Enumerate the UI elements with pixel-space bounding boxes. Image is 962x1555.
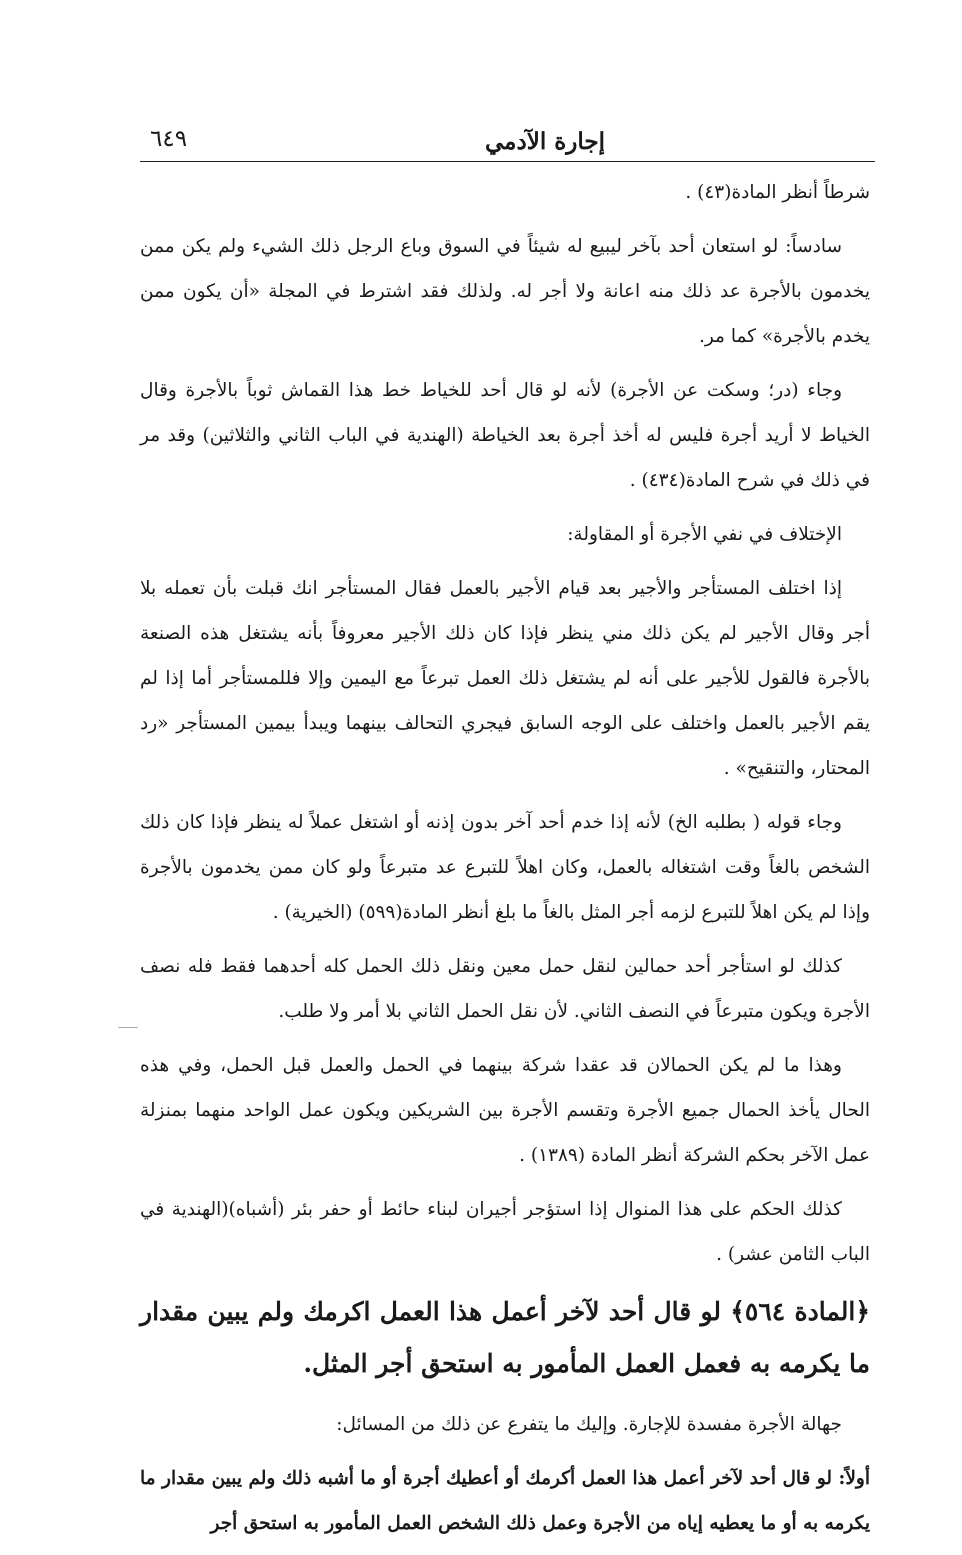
page-header xyxy=(140,120,875,160)
paragraph: جهالة الأجرة مفسدة للإجارة. وإليك ما يتفرع عن ذلك من المسائل: xyxy=(336,1414,842,1435)
running-title: إجارة الآدمي xyxy=(484,128,605,155)
paragraph: كذلك لو استأجر أحد حمالين لنقل حمل معين ونقل ذلك الحمل كله أحدهما فقط فله نصف الأجرة ويكون متبرعاً في النصف الثاني. لأن نقل الحمل الثاني بلا أمر ولا طلب. xyxy=(140,956,870,1022)
header-rule xyxy=(140,161,875,162)
paragraph: وهذا ما لم يكن الحمالان قد عقدا شركة بينهما في الحمل والعمل قبل الحمل، وفي هذه الحال يأخذ الحمال جميع الأجرة وتقسم الأجرة بين الشريكين ويكون عمل الواحد منهما بمنزلة عمل الآخر بحكم الشركة أنظر المادة (١٣٨٩) . xyxy=(140,1055,870,1166)
paragraph: إذا اختلف المستأجر والأجير بعد قيام الأجير بالعمل فقال المستأجر انك قبلت بأن تعمله بلا أجر وقال الأجير لم يكن ذلك مني ينظر فإذا كان ذلك الأجير معروفاً بأنه يشتغل هذه الصنعة بالأجرة فالقول للأجير على أنه لم يشتغل ذلك العمل تبرعاً مع اليمين وإلا فللمستأجر أما إذا لم يقم الأجير بالعمل واختلف على الوجه السابق فيجري التحالف بينهما ويبدأ بيمين المستأجر «رد المحتار، والتنقيح» . xyxy=(140,578,870,779)
paragraph: سادساً: لو استعان أحد بآخر ليبيع له شيئاً في السوق وباع الرجل ذلك الشيء ولم يكن ممن يخدمون بالأجرة عد ذلك منه اعانة ولا أجر له. ولذلك فقد اشترط في المجلة «أن يكون ممن يخدم بالأجرة» كما مر. xyxy=(140,236,870,347)
paragraph: شرطاً أنظر المادة(٤٣) . xyxy=(685,182,870,203)
paragraph: وجاء قوله ( بطلبه الخ) لأنه إذا خدم أحد آخر بدون إذنه أو اشتغل عملاً له ينظر فإذا كان ذلك الشخص بالغاً وقت اشتغاله بالعمل، وكان اهلاً للتبرع عد متبرعاً ولو كان ممن يخدمون بالأجرة وإذا لم يكن اهلاً للتبرع لزمه أجر المثل بالغاً ما بلغ أنظر المادة(٥٩٩) (الخيرية) . xyxy=(140,812,870,923)
page-number: ٦٤٩ xyxy=(150,126,188,152)
paragraph: كذلك الحكم على هذا المنوال إذا استؤجر أجيران لبناء حائط أو حفر بئر (أشباه)(الهندية في الباب الثامن عشر) . xyxy=(140,1199,870,1265)
margin-mark xyxy=(118,1027,138,1028)
section-heading: الإختلاف في نفي الأجرة أو المقاولة: xyxy=(567,524,842,545)
paragraph: أولاً: لو قال أحد لآخر أعمل هذا العمل أكرمك أو أعطيك أجرة أو ما أشبه ذلك ولم يبين مقدار ما يكرمه به أو ما يعطيه إياه من الأجرة وعمل ذلك الشخص العمل المأمور به استحق أجر xyxy=(140,1468,870,1534)
paragraph: وجاء (در؛ وسكت عن الأجرة) لأنه لو قال أحد للخياط خط هذا القماش ثوباً بالأجرة وقال الخياط لا أريد أجرة فليس له أخذ أجرة بعد الخياطة (الهندية في الباب الثاني والثلاثين) وقد مر في ذلك في شرح المادة(٤٣٤) . xyxy=(140,380,870,491)
article-heading: ﴿المادة ٥٦٤﴾ لو قال أحد لآخر أعمل هذا العمل اكرمك ولم يبين مقدار ما يكرمه به فعمل العمل المأمور به استحق أجر المثل. xyxy=(140,1297,870,1378)
page-body xyxy=(140,170,870,1555)
